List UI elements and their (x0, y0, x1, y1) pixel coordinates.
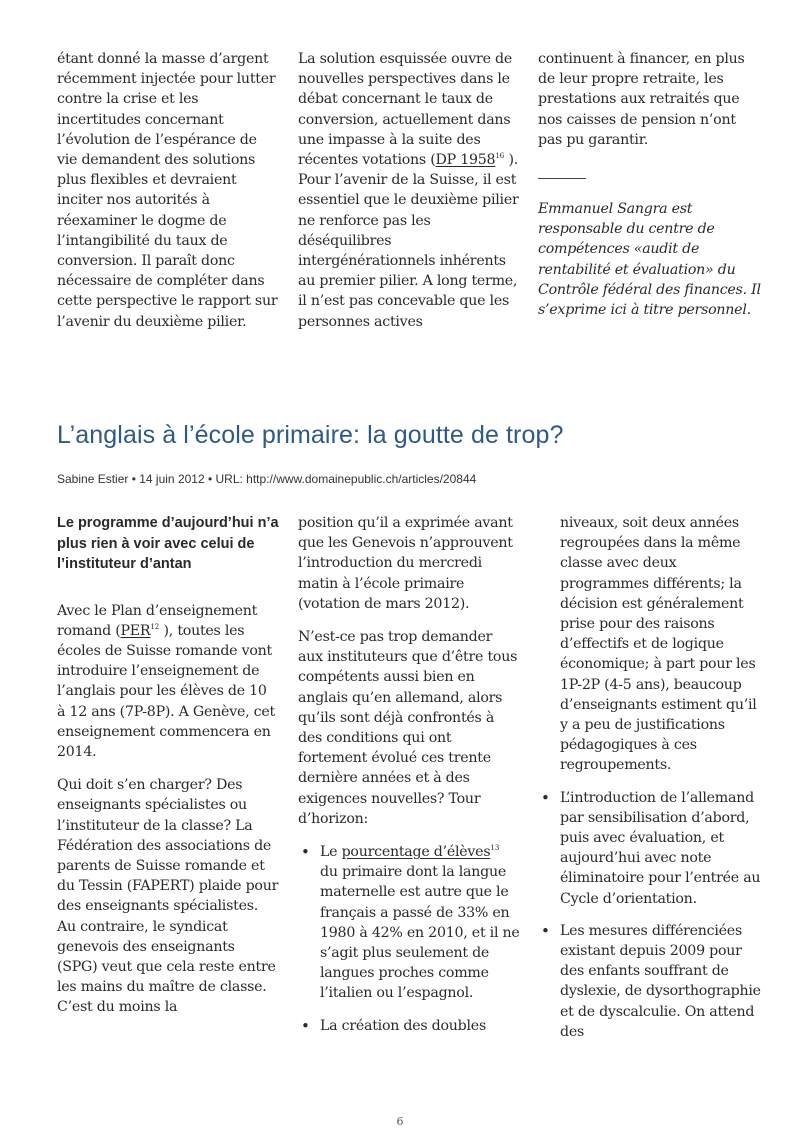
list-item: • La création des doubles (298, 1016, 520, 1036)
article-column-3 (538, 513, 764, 1054)
list-item-continuation: niveaux, soit deux années regroupées dans la même classe avec deux programmes différents; la décision est généralement prise pour des raisons d’effectifs et de logique économique; à part pour les 1P-2P (4-5 ans), beaucoup d’enseignants estiment qu’il y a peu de justifications pédagogiques à ces regroupements. (560, 515, 757, 774)
footnote-ref: 13 (490, 844, 500, 853)
previous-article-column-3 (538, 49, 764, 333)
article-title: L’anglais à l’école primaire: la goutte de trop? (57, 421, 564, 449)
bullet-list (538, 788, 764, 1042)
link-per[interactable]: PER (120, 622, 151, 639)
separator-rule (538, 178, 586, 179)
paragraph: étant donné la masse d’argent récemment injectée pour lutter contre la crise et les incertitudes concernant l’évolution de l’espérance de vie demandent des solutions plus flexibles et devraient inciter nos autorités à réexaminer le dogme de l’intangibilité du taux de conversion. Il paraît donc nécessaire de compléter dans cette perspective le rapport sur l’avenir du deuxième pilier. (57, 51, 278, 330)
footnote-ref: 16 (495, 152, 505, 161)
previous-article-column-2 (298, 49, 520, 345)
article-byline: Sabine Estier • 14 juin 2012 • URL: http://www.domainepublic.ch/articles/20844 (57, 472, 477, 486)
paragraph: Qui doit s’en charger? Des enseignants spécialistes ou l’instituteur de la classe? La Fédération des associations de parents de Suisse romande et du Tessin (FAPERT) plaide pour des enseignants spécialistes. Au contraire, le syndicat genevois des enseignants (SPG) veut que cela reste entre les mains du maître de classe. C’est du moins la (57, 777, 279, 1016)
paragraph: N’est-ce pas trop demander aux instituteurs que d’être tous compétents aussi bien en anglais qu’en allemand, alors qu’ils sont déjà confrontés à des conditions qui ont fortement évolué ces trente dernière années et à des exigences nouvelles? Tour d’horizon: (298, 629, 518, 827)
article-column-2 (298, 513, 520, 1048)
footnote-ref: 12 (150, 622, 160, 631)
link-pourcentage-eleves[interactable]: pourcentage d’élèves (341, 844, 491, 861)
article-lead: Le programme d’aujourd’hui n’a plus rien à voir avec celui de l’instituteur d’antan (57, 515, 279, 572)
article-column-1 (57, 513, 279, 1031)
author-bio: Emmanuel Sangra est responsable du centre de compétences «audit de rentabilité et évaluation» du Contrôle fédéral des finances. Il s’exprime ici à titre personnel. (538, 201, 761, 319)
bullet-list (298, 842, 520, 1036)
list-item: • Le pourcentage d’élèves$^{13}$ du primaire dont la langue maternelle est autre que le français a passé de 33% en 1980 à 42% en 2010, et il ne s’agit plus seulement de langues proches comme l’italien ou l’espagnol. (298, 842, 520, 1004)
paragraph: Avec le Plan d’enseignement romand (PER$^{12}$ ), toutes les écoles de Suisse romande vont introduire l’enseignement de l’anglais pour les élèves de 10 à 12 ans (7P-8P). A Genève, cet enseignement commencera en 2014. (57, 602, 275, 760)
paragraph: position qu’il a exprimée avant que les Genevois n’approuvent l’introduction du mercredi matin à l’école primaire (votation de mars 2012). (298, 515, 513, 612)
link-dp-1958[interactable]: DP 1958 (435, 152, 496, 169)
list-item: • Les mesures différenciées existant depuis 2009 pour des enfants souffrant de dyslexie, de dysorthographie et de dyscalculie. On attend des (538, 921, 764, 1042)
page-number: 6 (396, 1115, 404, 1128)
paragraph: continuent à financer, en plus de leur propre retraite, les prestations aux retraités que nos caisses de pension n’ont pas pu garantir. (538, 51, 745, 148)
paragraph: La solution esquissée ouvre de nouvelles perspectives dans le débat concernant le taux de conversion, actuellement dans une impasse à la suite des récentes votations (DP 1958$^{16}$ ). Pour l’avenir de la Suisse, il est essentiel que le deuxième pilier ne renforce pas les déséquilibres intergénérationnels inhérents au premier pilier. A long terme, il n’est pas concevable que les personnes actives (298, 51, 519, 330)
previous-article-column-1 (57, 49, 279, 345)
list-item: • L’introduction de l’allemand par sensibilisation d’abord, puis avec évaluation, et aujourd’hui avec note éliminatoire pour l’entrée au Cycle d’orientation. (538, 788, 764, 909)
